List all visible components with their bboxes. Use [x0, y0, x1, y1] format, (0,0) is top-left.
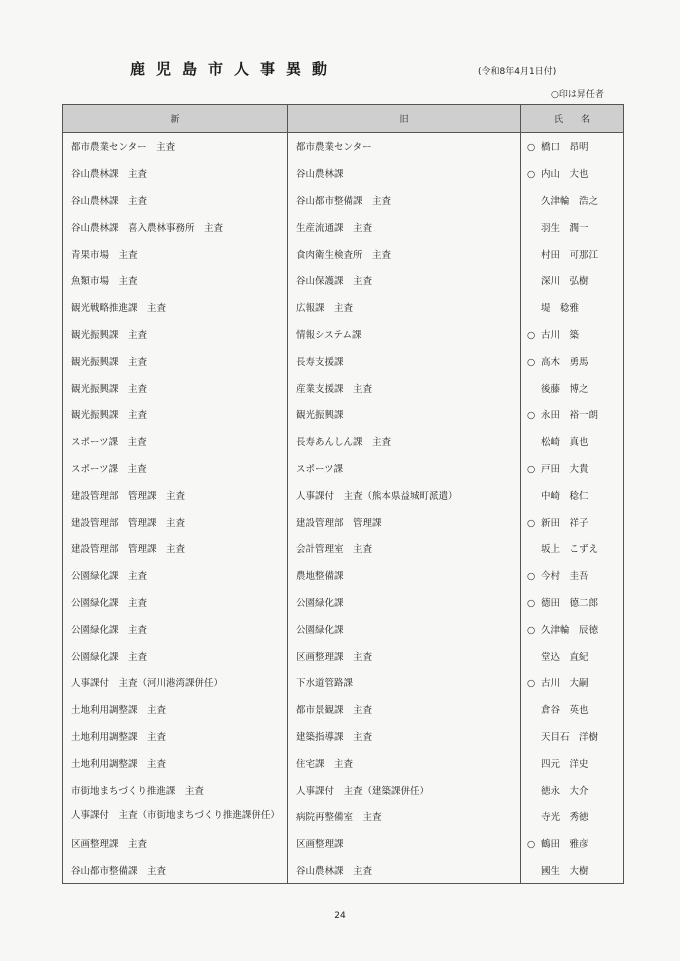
name-cell [521, 749, 624, 776]
new-position-cell: 公園緑化課 主査 [63, 589, 288, 616]
old-position-cell: 住宅課 主査 [288, 749, 521, 776]
table-row [63, 696, 624, 723]
promotion-mark: ○ [527, 356, 536, 368]
table-row [63, 455, 624, 482]
table-row [63, 857, 624, 884]
new-position-cell: 谷山農林課 喜入農林事務所 主査 [63, 213, 288, 240]
person-name: 坂上 こずえ [541, 544, 599, 556]
table-row [63, 776, 624, 803]
column-header-new: 新 [63, 105, 288, 133]
old-position-cell: 都市農業センター [288, 133, 521, 160]
old-position-cell: 建築指導課 主査 [288, 723, 521, 750]
page-number: 24 [334, 911, 346, 921]
person-name: 徳永 大介 [541, 785, 589, 797]
promotion-mark: ○ [527, 597, 536, 609]
name-cell [521, 213, 624, 240]
column-header-name: 氏 名 [521, 105, 624, 133]
person-name: 寺光 秀徳 [541, 812, 589, 824]
promotion-mark: ○ [527, 571, 536, 583]
person-name: 松崎 真也 [541, 437, 589, 449]
table-row [63, 240, 624, 267]
name-cell [521, 401, 624, 428]
new-position-cell: 都市農業センター 主査 [63, 133, 288, 160]
person-name: 天目石 洋樹 [541, 731, 599, 743]
old-position-cell: 公園緑化課 [288, 589, 521, 616]
old-position-cell: スポーツ課 [288, 455, 521, 482]
name-cell [521, 240, 624, 267]
table-row [63, 347, 624, 374]
old-position-cell: 谷山農林課 主査 [288, 857, 521, 884]
new-position-cell: 建設管理部 管理課 主査 [63, 508, 288, 535]
new-position-cell: 土地利用調整課 主査 [63, 696, 288, 723]
table-row [63, 803, 624, 830]
new-position-cell: 公園緑化課 主査 [63, 562, 288, 589]
table-row [63, 294, 624, 321]
table-row [63, 642, 624, 669]
name-cell [521, 347, 624, 374]
table-row [63, 535, 624, 562]
table-row [63, 481, 624, 508]
name-cell [521, 294, 624, 321]
name-cell [521, 857, 624, 884]
name-cell [521, 669, 624, 696]
promotion-mark: ○ [527, 839, 536, 851]
old-position-cell: 観光振興課 [288, 401, 521, 428]
table-row [63, 723, 624, 750]
new-position-cell: 建設管理部 管理課 主査 [63, 481, 288, 508]
old-position-cell: 下水道管路課 [288, 669, 521, 696]
person-name: 村田 可那江 [541, 249, 599, 261]
old-position-cell: 人事課付 主査（建築課併任） [288, 776, 521, 803]
table-row [63, 213, 624, 240]
new-position-cell: 観光振興課 主査 [63, 374, 288, 401]
person-name: 戸田 大貴 [541, 463, 589, 475]
effective-date: (令和8年4月1日付) [478, 67, 557, 77]
person-name: 久津輪 浩之 [541, 195, 599, 207]
new-position-cell: 人事課付 主査（河川港湾課併任） [63, 669, 288, 696]
table-row [63, 589, 624, 616]
name-cell [521, 455, 624, 482]
old-position-cell: 谷山農林課 [288, 160, 521, 187]
table-row [63, 133, 624, 160]
promotion-mark: ○ [527, 624, 536, 636]
new-position-cell: 谷山農林課 主査 [63, 160, 288, 187]
person-name: 四元 洋史 [541, 758, 589, 770]
name-cell [521, 508, 624, 535]
promotion-mark: ○ [527, 169, 536, 181]
promotion-mark: ○ [527, 410, 536, 422]
new-position-cell: 区画整理課 主査 [63, 830, 288, 857]
old-position-cell: 生産流通課 主査 [288, 213, 521, 240]
promotion-note: ○印は昇任者 [551, 90, 604, 100]
old-position-cell: 区画整理課 主査 [288, 642, 521, 669]
table-row [63, 830, 624, 857]
table-row [63, 669, 624, 696]
new-position-cell: 公園緑化課 主査 [63, 642, 288, 669]
old-position-cell: 公園緑化課 [288, 615, 521, 642]
old-position-cell: 谷山保護課 主査 [288, 267, 521, 294]
old-position-cell: 病院再整備室 主査 [288, 803, 521, 830]
promotion-mark: ○ [527, 142, 536, 154]
old-position-cell: 会計管理室 主査 [288, 535, 521, 562]
personnel-table [62, 104, 624, 884]
promotion-mark: ○ [527, 517, 536, 529]
new-position-cell: 青果市場 主査 [63, 240, 288, 267]
name-cell [521, 267, 624, 294]
new-position-cell: 観光振興課 主査 [63, 321, 288, 348]
person-name: 新田 祥子 [541, 517, 589, 529]
person-name: 内山 大也 [541, 169, 589, 181]
name-cell [521, 642, 624, 669]
table-row [63, 267, 624, 294]
person-name: 橋口 昂明 [541, 142, 589, 154]
old-position-cell: 谷山都市整備課 主査 [288, 187, 521, 214]
name-cell [521, 428, 624, 455]
table-row [63, 374, 624, 401]
table-row [63, 160, 624, 187]
new-position-cell: スポーツ課 主査 [63, 428, 288, 455]
new-position-cell: 建設管理部 管理課 主査 [63, 535, 288, 562]
new-position-cell: 谷山農林課 主査 [63, 187, 288, 214]
person-name: 深川 弘樹 [541, 276, 589, 288]
column-header-old: 旧 [288, 105, 521, 133]
old-position-cell: 情報システム課 [288, 321, 521, 348]
person-name: 中崎 稔仁 [541, 490, 589, 502]
new-position-cell: 土地利用調整課 主査 [63, 749, 288, 776]
table-body [63, 133, 624, 884]
old-position-cell: 長寿支援課 [288, 347, 521, 374]
new-position-cell: 市街地まちづくり推進課 主査 [63, 776, 288, 803]
person-name: 古川 大嗣 [541, 678, 589, 690]
person-name: 堤 稔雅 [541, 303, 580, 315]
table-row [63, 615, 624, 642]
name-cell [521, 535, 624, 562]
new-position-cell: 公園緑化課 主査 [63, 615, 288, 642]
name-cell [521, 133, 624, 160]
person-name: 今村 圭吾 [541, 571, 589, 583]
name-cell [521, 187, 624, 214]
name-cell [521, 160, 624, 187]
new-position-cell: 人事課付 主査（市街地まちづくり推進課併任） [63, 803, 288, 830]
person-name: 高木 勇馬 [541, 356, 589, 368]
old-position-cell: 長寿あんしん課 主査 [288, 428, 521, 455]
old-position-cell: 区画整理課 [288, 830, 521, 857]
new-position-cell: 観光戦略推進課 主査 [63, 294, 288, 321]
new-position-cell: 谷山都市整備課 主査 [63, 857, 288, 884]
person-name: 堂込 直紀 [541, 651, 589, 663]
old-position-cell: 広報課 主査 [288, 294, 521, 321]
name-cell [521, 776, 624, 803]
table-row [63, 562, 624, 589]
old-position-cell: 人事課付 主査（熊本県益城町派遣） [288, 481, 521, 508]
name-cell [521, 723, 624, 750]
name-cell [521, 615, 624, 642]
promotion-mark: ○ [527, 678, 536, 690]
name-cell [521, 589, 624, 616]
table-row [63, 428, 624, 455]
name-cell [521, 321, 624, 348]
old-position-cell: 食肉衛生検査所 主査 [288, 240, 521, 267]
person-name: 久津輪 辰徳 [541, 624, 599, 636]
table-header-row [63, 105, 624, 133]
old-position-cell: 建設管理部 管理課 [288, 508, 521, 535]
old-position-cell: 産業支援課 主査 [288, 374, 521, 401]
name-cell [521, 481, 624, 508]
promotion-mark: ○ [527, 329, 536, 341]
name-cell [521, 696, 624, 723]
new-position-cell: 観光振興課 主査 [63, 401, 288, 428]
table-row [63, 508, 624, 535]
table-row [63, 321, 624, 348]
old-position-cell: 都市景観課 主査 [288, 696, 521, 723]
table-row [63, 749, 624, 776]
new-position-cell: 魚類市場 主査 [63, 267, 288, 294]
name-cell [521, 803, 624, 830]
name-cell [521, 830, 624, 857]
person-name: 鶴田 雅彦 [541, 839, 589, 851]
new-position-cell: 観光振興課 主査 [63, 347, 288, 374]
table-row [63, 187, 624, 214]
person-name: 倉谷 英也 [541, 705, 589, 717]
promotion-mark: ○ [527, 463, 536, 475]
person-name: 古川 築 [541, 329, 580, 341]
new-position-cell: 土地利用調整課 主査 [63, 723, 288, 750]
new-position-cell: スポーツ課 主査 [63, 455, 288, 482]
name-cell [521, 374, 624, 401]
table-row [63, 401, 624, 428]
person-name: 永田 裕一朗 [541, 410, 599, 422]
page-title: 鹿児島市人事異動 [130, 60, 339, 78]
person-name: 後藤 博之 [541, 383, 589, 395]
person-name: 國生 大樹 [541, 865, 589, 877]
person-name: 德田 德二郎 [541, 597, 599, 609]
person-name: 羽生 潤一 [541, 222, 589, 234]
old-position-cell: 農地整備課 [288, 562, 521, 589]
name-cell [521, 562, 624, 589]
